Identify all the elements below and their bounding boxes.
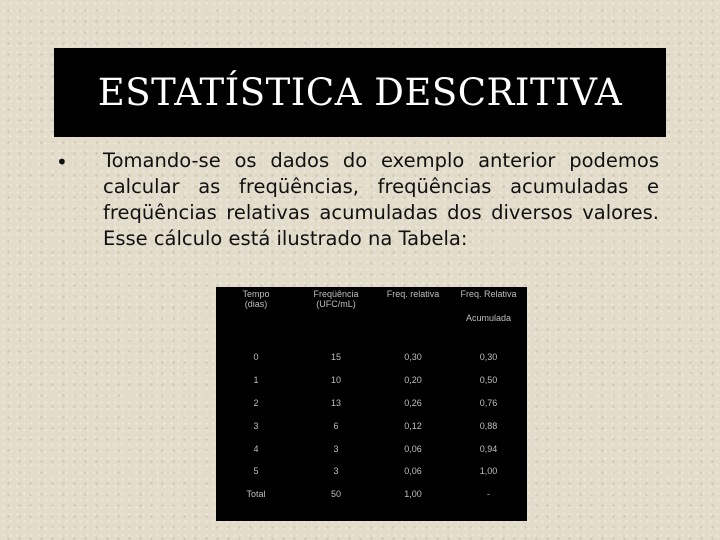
bullet-marker: • bbox=[56, 150, 68, 174]
cell-total-freq-acumulada: - bbox=[487, 489, 490, 500]
frequency-table-image bbox=[216, 287, 527, 521]
table-row bbox=[216, 369, 527, 392]
header-freq-relativa-label: Freq. relativa bbox=[386, 289, 440, 299]
cell-frequencia: 10 bbox=[330, 375, 341, 386]
frequency-table bbox=[216, 287, 527, 506]
table-header-row bbox=[216, 287, 527, 325]
slide-title: ESTATÍSTICA DESCRITIVA bbox=[97, 71, 623, 114]
header-freq-relativa bbox=[376, 287, 450, 325]
header-tempo-line2: (dias) bbox=[244, 299, 268, 309]
cell-freq-relativa: 0,06 bbox=[404, 443, 422, 454]
cell-freq-acumulada: 0,94 bbox=[479, 443, 498, 454]
header-tempo bbox=[216, 287, 296, 325]
cell-frequencia: 3 bbox=[333, 466, 339, 477]
header-freq-acum-line1: Freq. Relativa bbox=[460, 289, 517, 299]
header-freq-acum-line2: Acumulada bbox=[465, 313, 512, 323]
cell-freq-relativa: 0,06 bbox=[404, 466, 422, 477]
cell-tempo: 3 bbox=[253, 420, 259, 431]
table-row bbox=[216, 346, 527, 369]
table-row bbox=[216, 392, 527, 415]
header-frequencia-line2: (UFC/mL) bbox=[316, 299, 356, 309]
cell-frequencia: 13 bbox=[330, 397, 341, 408]
body-paragraph: Tomando-se os dados do exemplo anterior podemos calcular as freqüências, freqüências acumuladas e freqüências relativas acumuladas dos diversos valores. Esse cálculo está ilustrado na Tabela: bbox=[103, 149, 659, 250]
title-band bbox=[54, 48, 666, 137]
table-row bbox=[216, 460, 527, 483]
header-frequencia-line1: Freqüência bbox=[313, 289, 359, 299]
cell-tempo: 0 bbox=[253, 352, 259, 363]
cell-freq-acumulada: 0,50 bbox=[479, 375, 498, 386]
cell-freq-relativa: 0,26 bbox=[404, 397, 422, 408]
table-row bbox=[216, 437, 527, 460]
cell-freq-acumulada: 0,30 bbox=[479, 352, 498, 363]
cell-total-label: Total bbox=[246, 489, 266, 500]
cell-freq-relativa: 0,20 bbox=[404, 375, 422, 386]
cell-frequencia: 3 bbox=[333, 443, 339, 454]
cell-frequencia: 15 bbox=[330, 352, 341, 363]
cell-freq-relativa: 0,30 bbox=[404, 352, 422, 363]
cell-total-freq-relativa: 1,00 bbox=[404, 489, 422, 500]
table-spacer bbox=[216, 325, 527, 346]
cell-freq-acumulada: 0,76 bbox=[479, 397, 498, 408]
cell-freq-acumulada: 0,88 bbox=[479, 420, 498, 431]
header-tempo-line1: Tempo bbox=[242, 289, 270, 299]
cell-total-frequencia: 50 bbox=[330, 489, 341, 500]
cell-tempo: 5 bbox=[253, 466, 259, 477]
table-row-total bbox=[216, 483, 527, 506]
cell-frequencia: 6 bbox=[333, 420, 339, 431]
cell-freq-acumulada: 1,00 bbox=[479, 466, 498, 477]
cell-tempo: 2 bbox=[253, 397, 259, 408]
cell-tempo: 1 bbox=[253, 375, 259, 386]
cell-freq-relativa: 0,12 bbox=[404, 420, 422, 431]
header-frequencia bbox=[296, 287, 376, 325]
cell-tempo: 4 bbox=[253, 443, 259, 454]
header-freq-relativa-acumulada bbox=[450, 287, 527, 325]
table-row bbox=[216, 414, 527, 437]
